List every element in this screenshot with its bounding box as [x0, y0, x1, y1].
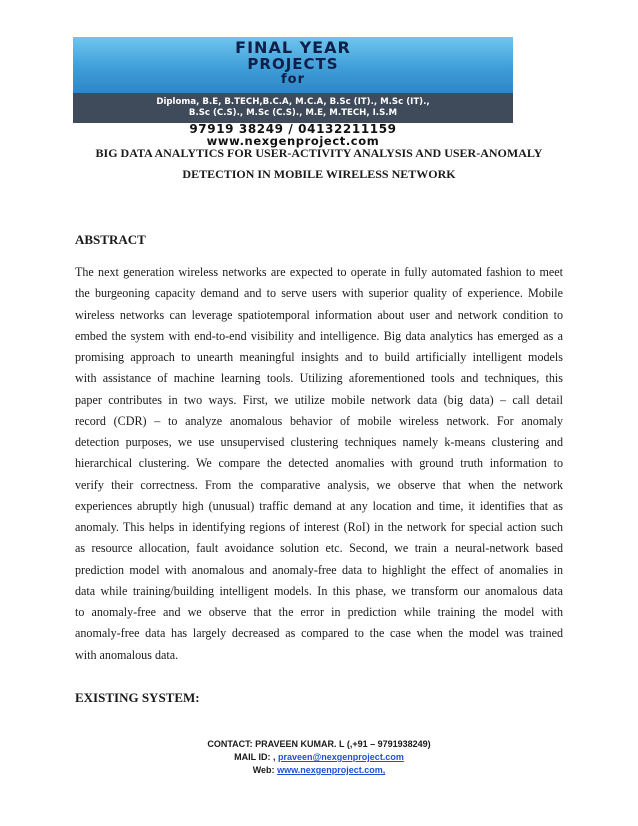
abstract-line: The next generation wireless networks are expected to operate in fully automated fashion to meet [75, 265, 563, 279]
banner-title-final-year: FINAL YEAR [235, 38, 351, 57]
abstract-line: hierarchical clustering. We compare the detected anomalies with ground truth information to [75, 456, 563, 471]
banner-degree-strip [73, 93, 513, 123]
abstract-line: data while training/building intelligent models. In this phase, we transform our anomalous data [75, 583, 563, 598]
banner-phone: 97919 38249 / 04132211159 [189, 122, 397, 136]
abstract-line: promising approach to unearth meaningful insights and to build artificially intelligent models [75, 350, 563, 364]
abstract-line: to anomaly-free and we observe that the error in prediction while training the model with [75, 605, 563, 619]
footer-mail-label: MAIL ID: , [234, 752, 278, 762]
abstract-heading: ABSTRACT [75, 232, 146, 247]
footer-mail [0, 752, 638, 762]
abstract-line: anomaly-free data has largely decreased as compared to the case when the model was trained [75, 626, 563, 641]
footer-web [0, 765, 638, 775]
abstract-line: anomaly. This helps in identifying regions of interest (RoI) in the network for special action such [75, 520, 563, 534]
abstract-line: experiences abruptly high (unusual) traffic demand at any location and time, it identifies that as [75, 498, 563, 513]
abstract-line: as resource allocation, fault avoidance solution etc. Second, we train a neural-network based [75, 541, 563, 556]
footer-contact: CONTACT: PRAVEEN KUMAR. L (,+91 – 9791938249) [207, 739, 431, 749]
banner-website: www.nexgenproject.com [206, 134, 380, 148]
abstract-line: record (CDR) – to analyze anomalous behavior of mobile wireless network. For anomaly [75, 413, 563, 428]
abstract-line: detection purposes, we use unsupervised clustering techniques namely k-means clustering and [75, 435, 563, 449]
document-title-line-2: DETECTION IN MOBILE WIRELESS NETWORK [182, 167, 456, 181]
abstract-line: embed the system with end-to-end visibility and intelligence. Big data analytics has emerged as a [75, 328, 563, 343]
abstract-body [75, 262, 563, 666]
banner-degrees-line-1: Diploma, B.E, B.TECH,B.C.A, M.C.A, B.Sc (IT)., M.Sc (IT)., [156, 97, 430, 107]
footer-web-link[interactable]: www.nexgenproject.com, [277, 765, 386, 775]
abstract-line: verify their correctness. From the comparative analysis, we observe that when the network [75, 477, 563, 492]
banner-degrees-line-2: B.Sc (C.S)., M.Sc (C.S)., M.E, M.TECH, I.S.M [188, 108, 398, 118]
abstract-line: wireless networks can leverage spatiotemporal information about user and network condition to [75, 307, 563, 322]
header-banner [73, 37, 513, 148]
abstract-line-last: with anomalous data. [75, 647, 179, 662]
document-title-line-1: BIG DATA ANALYTICS FOR USER-ACTIVITY ANALYSIS AND USER-ANOMALY [95, 146, 543, 160]
banner-title-for: for [281, 72, 305, 87]
abstract-line: prediction model with anomalous and anomaly-free data to highlight the effect of anomalies in [75, 562, 563, 577]
abstract-line: paper contributes in two ways. First, we utilize mobile network data (big data) – call detail [75, 392, 563, 407]
banner-title-block [73, 37, 513, 93]
footer-web-label: Web: [252, 765, 278, 775]
banner-title-projects: PROJECTS [247, 55, 339, 73]
abstract-line: with assistance of machine learning tools. Utilizing aforementioned tools and techniques, this [75, 371, 563, 386]
abstract-line: the burgeoning capacity demand and to serve users with superior quality of experience. Mobile [75, 286, 563, 301]
existing-system-heading: EXISTING SYSTEM: [75, 690, 200, 705]
footer-mail-link[interactable]: praveen@nexgenproject.com [278, 752, 404, 762]
